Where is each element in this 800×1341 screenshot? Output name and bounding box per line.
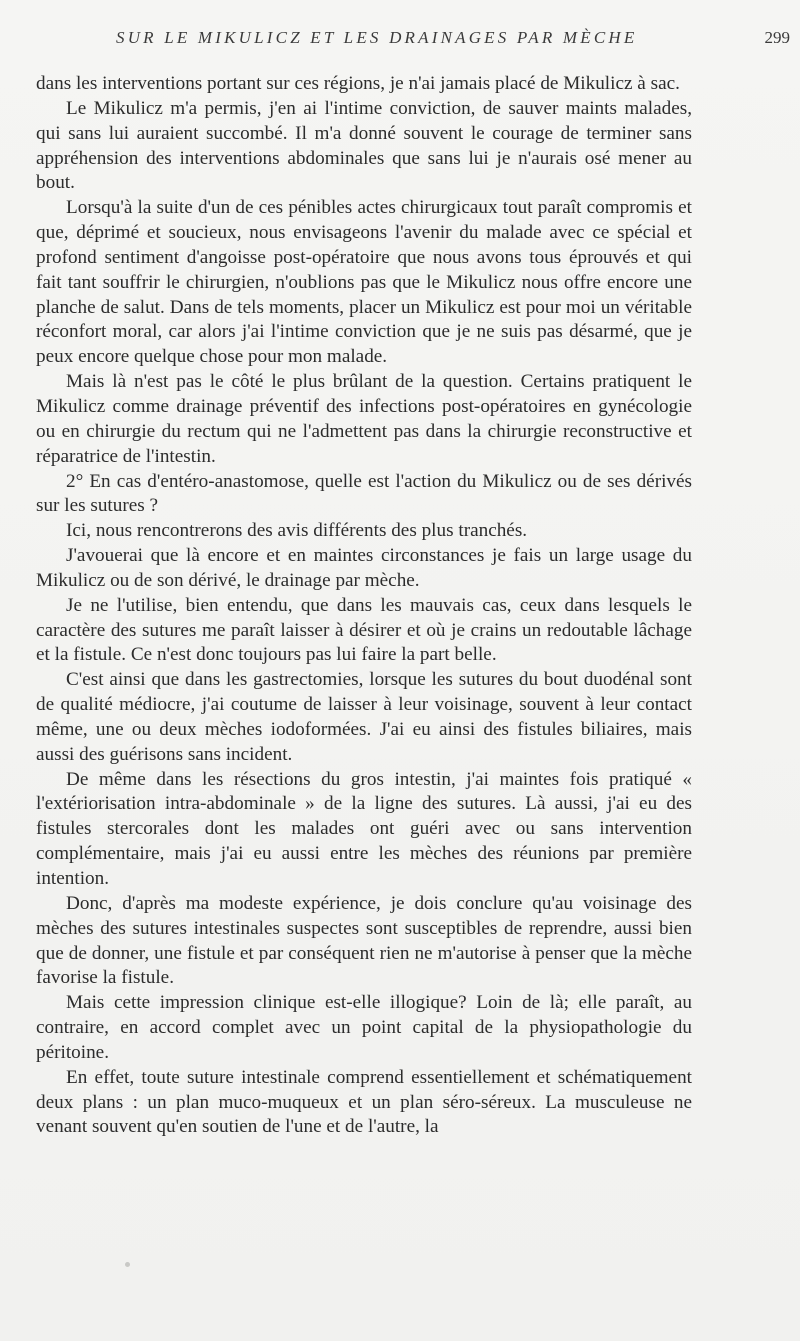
paragraph: En effet, toute suture intestinale comprend essentiellement et schématiquement deux plans : un plan muco-muqueux et un plan séro-séreux. La musculeuse ne venant souvent qu'en soutien de l'une et de l'autre, la	[36, 1066, 692, 1138]
running-title: SUR LE MIKULICZ ET LES DRAINAGES PAR MÈCHE	[116, 28, 638, 47]
paragraph: Donc, d'après ma modeste expérience, je dois conclure qu'au voisinage des mèches des sutures intestinales suspectes sont susceptibles de reprendre, aussi bien que de donner, une fistule et par conséquent rien ne m'autorise à penser que la mèche favorise la fistule.	[36, 892, 692, 989]
paragraph: Je ne l'utilise, bien entendu, que dans les mauvais cas, ceux dans lesquels le caractère des sutures me paraît laisser à désirer et où je crains un redoutable lâchage et la fistule. Ce n'est donc toujours pas lui faire la part belle.	[36, 594, 692, 666]
paragraph: C'est ainsi que dans les gastrectomies, lorsque les sutures du bout duodénal sont de qualité médiocre, j'ai coutume de laisser à leur voisinage, souvent à leur contact même, une ou deux mèches iodoformées. J'ai eu ainsi des fistules biliaires, mais aussi des guérisons sans incident.	[36, 669, 692, 765]
paragraph: 2° En cas d'entéro-anastomose, quelle est l'action du Mikulicz ou de ses dérivés sur les sutures ?	[36, 470, 692, 517]
paragraph: Mais cette impression clinique est-elle illogique? Loin de là; elle paraît, au contraire, en accord complet avec un point capital de la physiopathologie du péritoine.	[36, 992, 692, 1063]
paragraph: Ici, nous rencontrerons des avis différents des plus tranchés.	[66, 520, 528, 542]
paragraph: dans les interventions portant sur ces régions, je n'ai jamais placé de Mikulicz à sac.	[36, 73, 680, 94]
paragraph: J'avouerai que là encore et en maintes circonstances je fais un large usage du Mikulicz ou de son dérivé, le drainage par mèche.	[36, 545, 692, 591]
body-text	[36, 72, 692, 1140]
page-number: 299	[764, 28, 790, 47]
paragraph: Le Mikulicz m'a permis, j'en ai l'intime conviction, de sauver maints malades, qui sans lui auraient succombé. Il m'a donné souvent le courage de terminer sans appréhension des interventions abdominales que sans lui je n'aurais osé mener au bout.	[36, 97, 692, 194]
running-header	[0, 28, 800, 52]
ink-speck	[125, 1262, 130, 1267]
paragraph: De même dans les résections du gros intestin, j'ai maintes fois pratiqué « l'extériorisation intra-abdominale » de la ligne des sutures. Là aussi, j'ai eu des fistules stercorales dont les malades ont guéri avec ou sans intervention complémentaire, mais j'ai eu aussi entre les mèches des réunions par première intention.	[36, 768, 692, 889]
paragraph: Mais là n'est pas le côté le plus brûlant de la question. Certains pratiquent le Mikulicz comme drainage préventif des infections post-opératoires en gynécologie ou en chirurgie du rectum qui ne l'admettent pas dans la chirurgie reconstructive et réparatrice de l'intestin.	[36, 371, 692, 467]
paragraph: Lorsqu'à la suite d'un de ces pénibles actes chirurgicaux tout paraît compromis et que, déprimé et soucieux, nous envisageons l'avenir du malade avec ce spécial et profond sentiment d'angoisse post-opératoire que nous avons tous éprouvés et qui fait tant souffrir le chirurgien, n'oublions pas que le Mikulicz nous offre encore une planche de salut. Dans de tels moments, placer un Mikulicz est pour moi un véritable réconfort moral, car alors j'ai l'intime conviction que je ne suis pas désarmé, que je peux encore quelque chose pour mon malade.	[36, 197, 692, 368]
